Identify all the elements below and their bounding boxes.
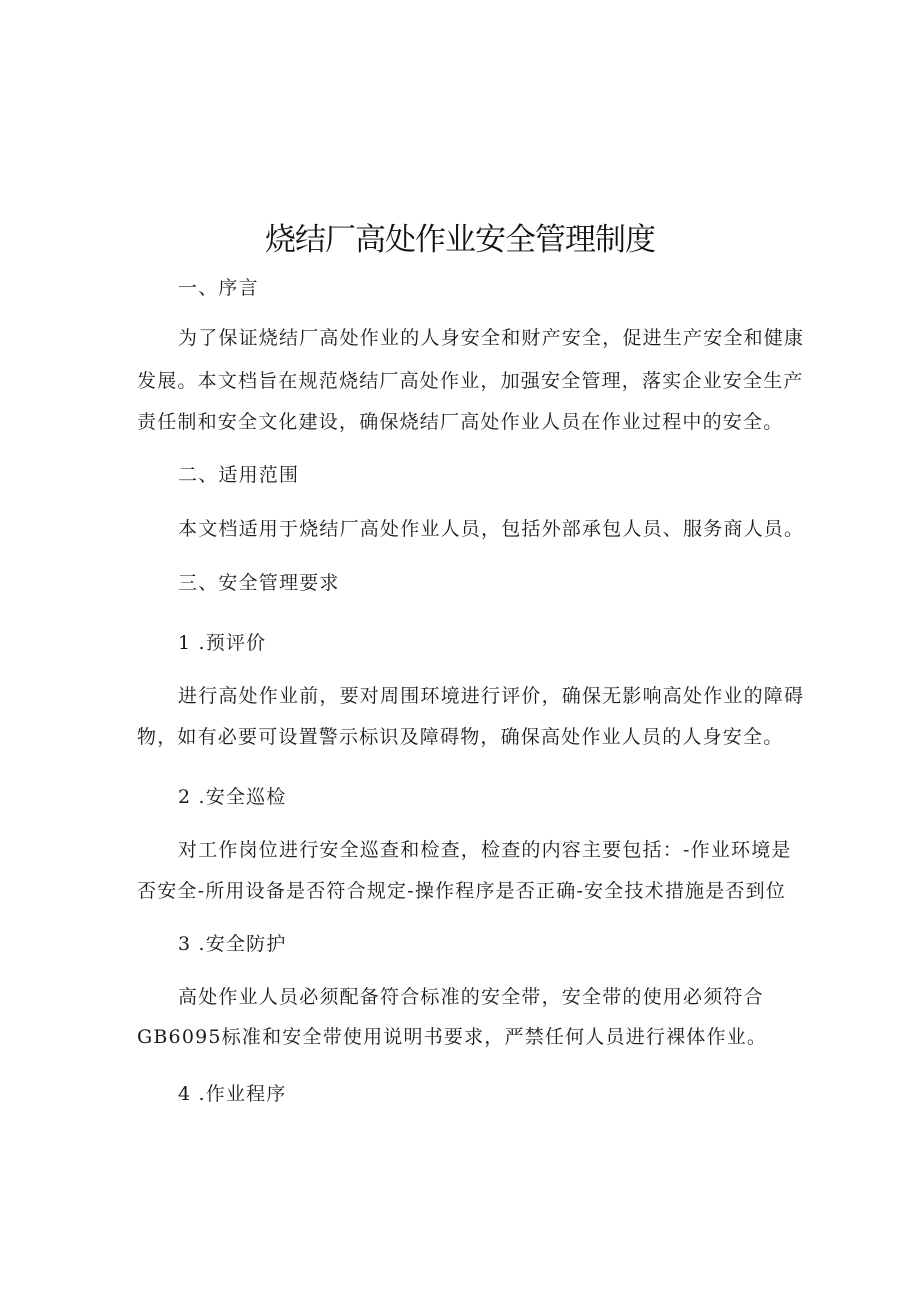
paragraph-line: 本文档适用于烧结厂高处作业人员，包括外部承包人员、服务商人员。 bbox=[178, 518, 805, 540]
section-heading-requirements: 三、安全管理要求 bbox=[178, 572, 340, 594]
paragraph-line: 否安全-所用设备是否符合规定-操作程序是否正确-安全技术措施是否到位 bbox=[137, 880, 787, 902]
paragraph-line: 进行高处作业前，要对周围环境进行评价，确保无影响高处作业的障碍 bbox=[178, 685, 805, 707]
paragraph-line: 为了保证烧结厂高处作业的人身安全和财产安全，促进生产安全和健康 bbox=[178, 327, 805, 349]
paragraph-line: 高处作业人员必须配备符合标准的安全带，安全带的使用必须符合 bbox=[178, 986, 764, 1008]
subsection-heading-inspection: 2 .安全巡检 bbox=[178, 786, 287, 808]
section-heading-preface: 一、序言 bbox=[178, 277, 259, 299]
subsection-heading-procedure: 4 .作业程序 bbox=[178, 1083, 287, 1105]
paragraph-line: GB6095标准和安全带使用说明书要求，严禁任何人员进行裸体作业。 bbox=[137, 1026, 768, 1048]
paragraph-line: 对工作岗位进行安全巡查和检查，检查的内容主要包括：-作业环境是 bbox=[178, 839, 792, 861]
paragraph-line: 物，如有必要可设置警示标识及障碍物，确保高处作业人员的人身安全。 bbox=[137, 726, 784, 748]
subsection-heading-pre-evaluation: 1 .预评价 bbox=[178, 632, 267, 654]
subsection-heading-protection: 3 .安全防护 bbox=[178, 933, 287, 955]
section-heading-scope: 二、适用范围 bbox=[178, 464, 300, 486]
paragraph-line: 责任制和安全文化建设，确保烧结厂高处作业人员在作业过程中的安全。 bbox=[137, 411, 784, 433]
paragraph-line: 发展。本文档旨在规范烧结厂高处作业，加强安全管理，落实企业安全生产 bbox=[137, 370, 804, 392]
document-title: 烧结厂高处作业安全管理制度 bbox=[265, 222, 655, 258]
